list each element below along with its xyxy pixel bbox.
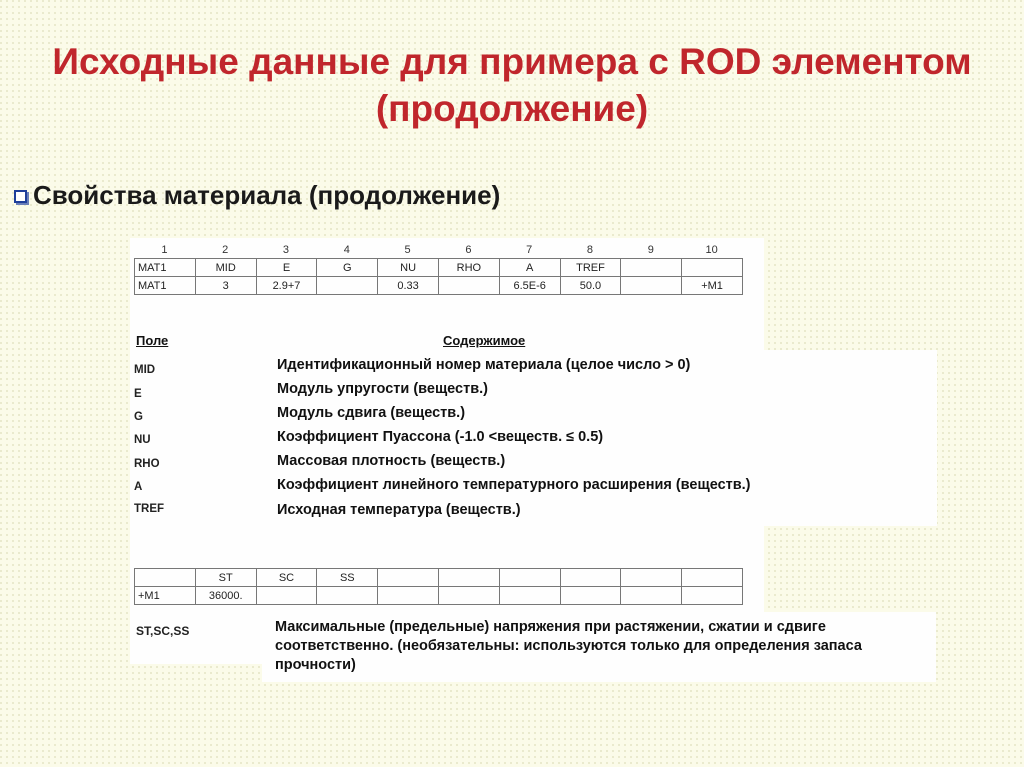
field-label-e: E [134,388,142,400]
bullet-text: Свойства материала (продолжение) [33,180,501,210]
table-cell [135,569,196,587]
field-label-a: A [134,481,143,493]
table-cell: A [499,259,560,277]
table-cell: 2.9+7 [256,277,317,295]
table-cell [621,587,682,605]
field-desc-e: Модуль упругости (веществ.) [277,381,488,397]
field-desc-a: Коэффициент линейного температурного расширения (веществ.) [277,477,751,493]
column-number: 4 [343,244,350,256]
table-cell: MAT1 [135,259,196,277]
table-cell: SS [317,569,378,587]
checkbox-bullet-icon [14,190,27,203]
table-cell: RHO [438,259,499,277]
stress-field-label: ST,SC,SS [136,624,190,638]
table-cell [682,569,743,587]
table-cell [256,587,317,605]
slide-title: Исходные данные для примера с ROD элементом (продолжение) [52,41,972,129]
table-cell: 36000. [195,587,256,605]
column-number: 8 [586,244,594,256]
table-cell: MAT1 [135,277,196,295]
table-cell [682,259,743,277]
table-cell: MID [195,259,256,277]
table-cell: SC [256,569,317,587]
column-number: 9 [647,244,654,256]
table-cell [317,277,378,295]
mat1-card-table [134,258,743,295]
field-desc-tref: Исходная температура (веществ.) [277,502,521,518]
field-desc-nu: Коэффициент Пуассона (-1.0 <веществ. ≤ 0.5) [277,429,604,445]
field-desc-rho: Массовая плотность (веществ.) [277,453,506,469]
column-number: 1 [161,244,168,256]
table-cell: TREF [560,259,621,277]
table-cell: NU [378,259,439,277]
table-cell [378,569,439,587]
field-column-header: Поле [136,333,169,348]
column-number: 10 [705,244,718,256]
field-desc-mid: Идентификационный номер материала (целое число > 0) [277,357,691,373]
table-cell: G [317,259,378,277]
column-number: 5 [404,244,411,256]
column-number: 3 [282,244,290,256]
table-row [135,277,743,295]
table-cell [499,569,560,587]
stress-field-desc: Максимальные (предельные) напряжения при растяжении, сжатии и сдвиге соответственно. (необязательны: используются только для определения запаса прочности) [275,619,862,673]
column-number: 7 [526,244,533,256]
column-number: 6 [465,244,472,256]
table-cell [621,569,682,587]
table-cell [438,569,499,587]
table-row [135,259,743,277]
table-row [135,569,743,587]
table-cell [682,587,743,605]
table-cell [621,259,682,277]
table-cell [499,587,560,605]
field-label-nu: NU [134,434,151,446]
table-cell: E [256,259,317,277]
table-cell: 0.33 [378,277,439,295]
table-row [135,587,743,605]
table-cell [378,587,439,605]
continuation-card-table [134,568,743,605]
table-cell: ST [195,569,256,587]
table-cell: +M1 [682,277,743,295]
column-number: 2 [222,244,229,256]
table-cell [560,569,621,587]
table-cell [560,587,621,605]
bullet-row [14,180,500,211]
field-desc-g: Модуль сдвига (веществ.) [277,405,466,421]
column-numbers [134,244,742,256]
table-cell: 6.5E-6 [499,277,560,295]
table-cell [438,587,499,605]
table-cell [317,587,378,605]
field-label-g: G [134,411,143,423]
table-cell: 50.0 [560,277,621,295]
table-cell: +M1 [135,587,196,605]
table-cell [438,277,499,295]
table-cell: 3 [195,277,256,295]
field-label-tref: TREF [134,503,165,515]
field-label-rho: RHO [134,458,160,470]
field-label-mid: MID [134,364,156,376]
content-column-header: Содержимое [443,333,526,348]
table-cell [621,277,682,295]
